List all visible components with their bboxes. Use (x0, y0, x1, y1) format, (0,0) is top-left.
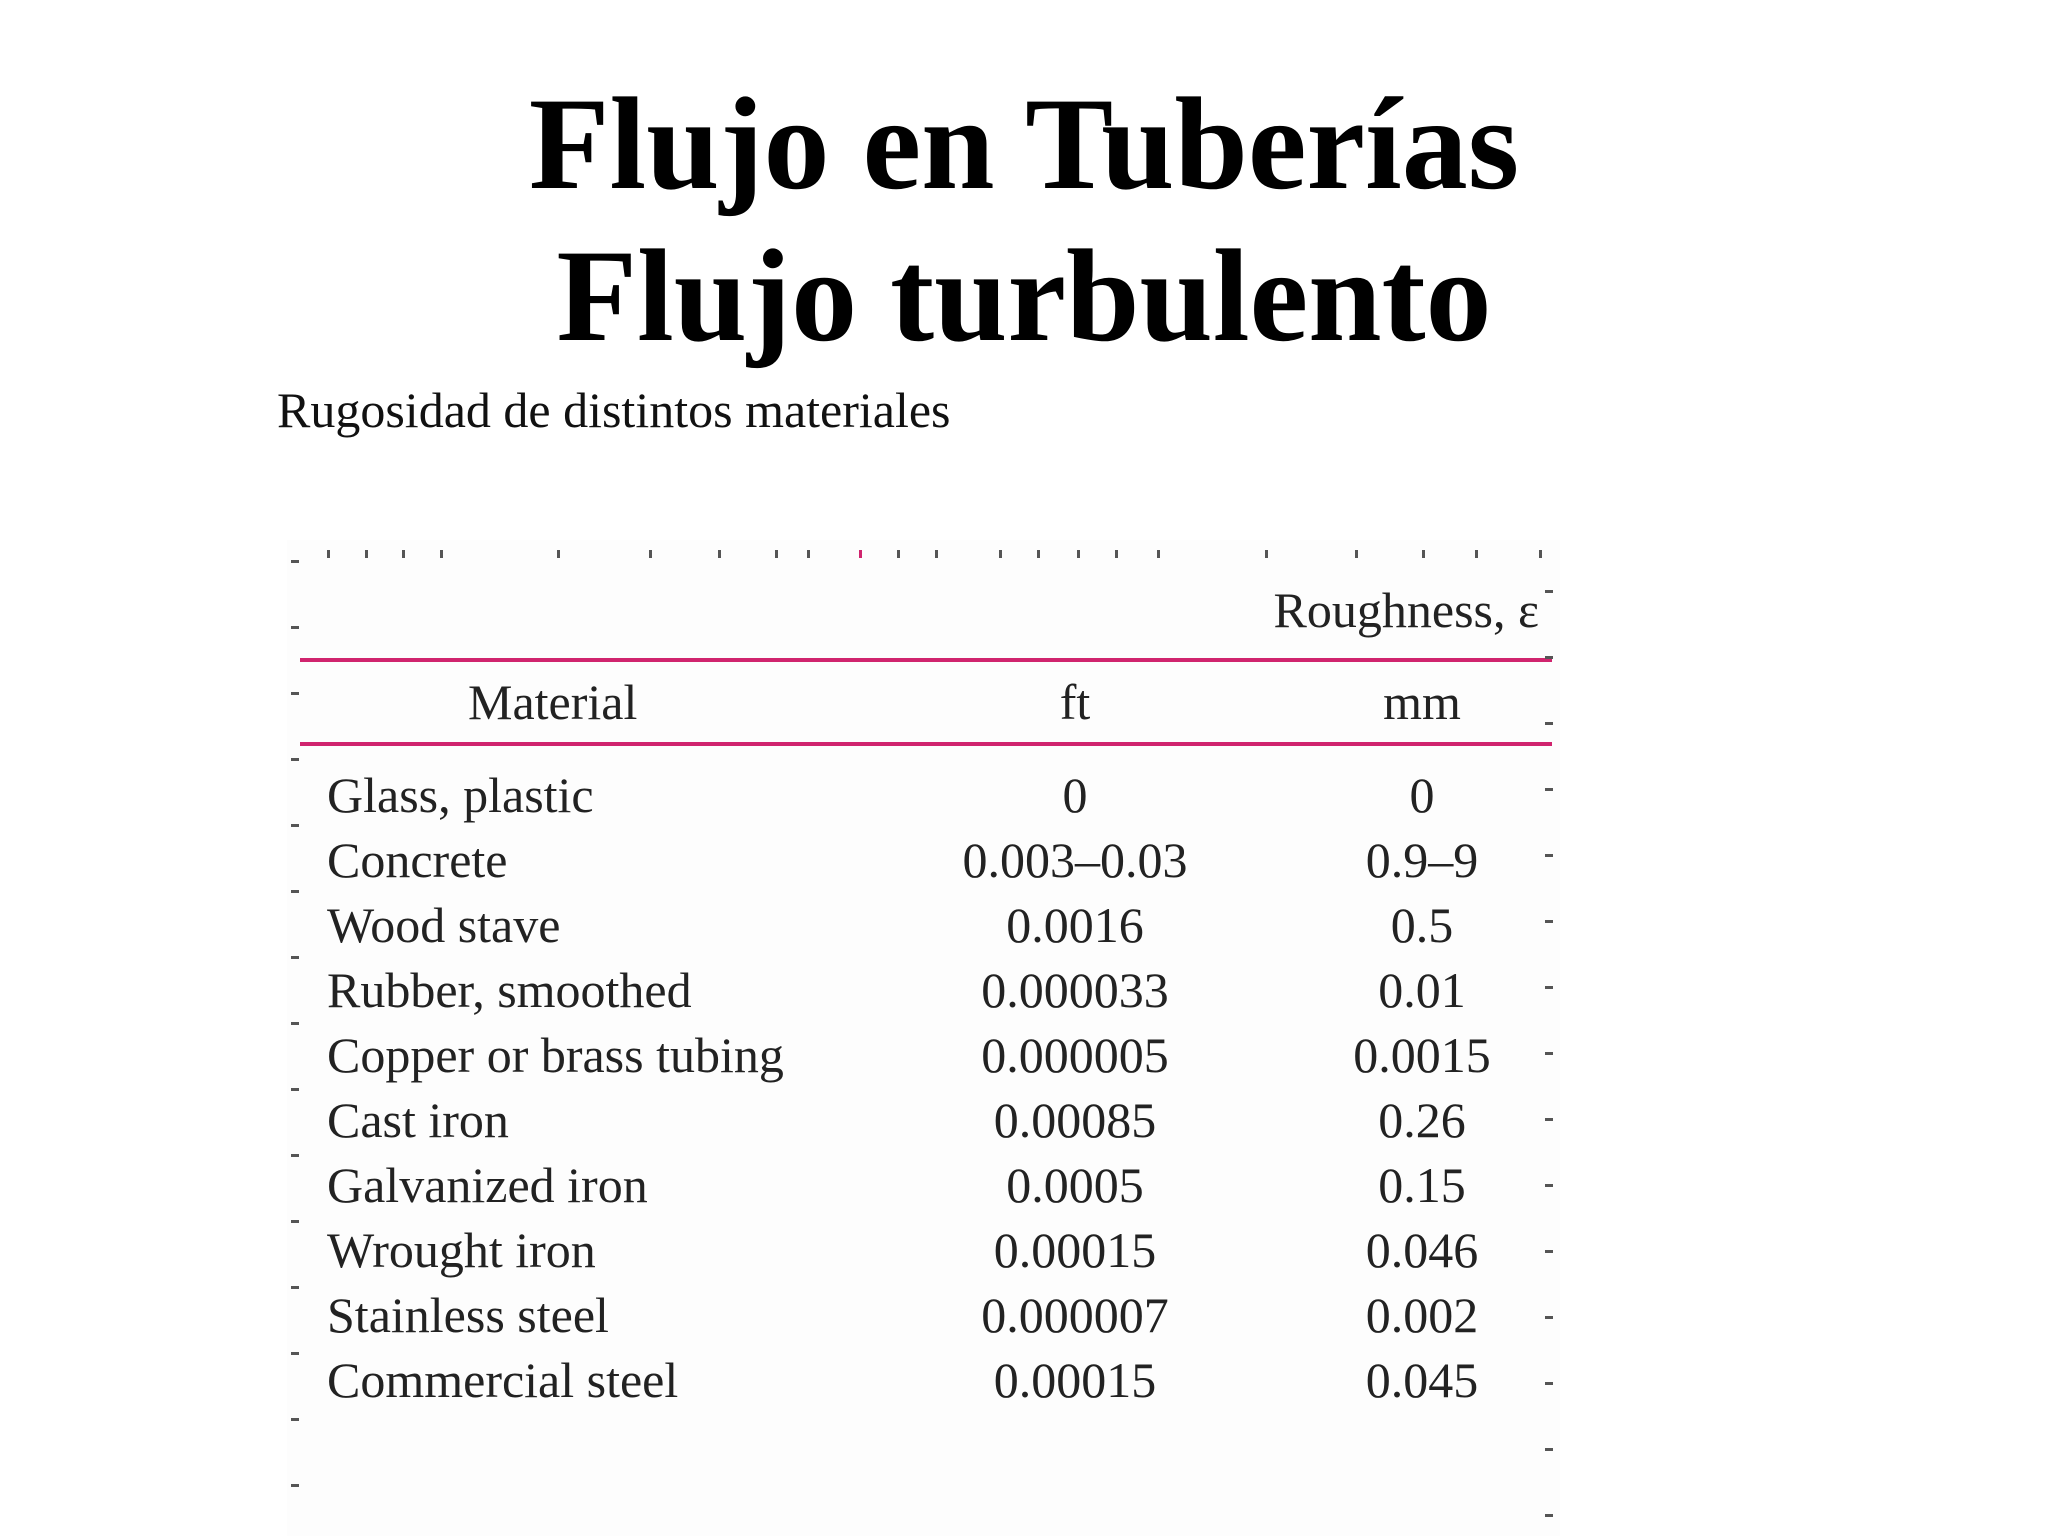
cell-material: Stainless steel (327, 1287, 609, 1343)
scan-edge-mark (1545, 1052, 1553, 1055)
cell-mm: 0 (1409, 767, 1435, 823)
cell-mm: 0.9–9 (1365, 832, 1479, 888)
scan-edge-mark (807, 550, 810, 558)
cell-ft: 0.000033 (981, 962, 1169, 1018)
cell-material: Concrete (327, 832, 508, 888)
scan-edge-mark (291, 758, 299, 761)
scan-edge-mark (1545, 788, 1553, 791)
cell-mm: 0.045 (1365, 1352, 1479, 1408)
cell-mm: 0.01 (1378, 962, 1466, 1018)
scan-edge-mark (999, 550, 1002, 558)
scan-edge-mark (1077, 550, 1080, 558)
scan-edge-mark (1115, 550, 1118, 558)
roughness-group-header: Roughness, ε (1273, 582, 1539, 638)
scan-edge-mark (291, 1022, 299, 1025)
cell-ft: 0.003–0.03 (962, 832, 1188, 888)
cell-ft: 0.00015 (993, 1222, 1157, 1278)
cell-ft: 0.0005 (1006, 1157, 1144, 1213)
scan-edge-mark (1539, 550, 1542, 558)
scan-edge-mark (291, 890, 299, 893)
cell-ft: 0.00015 (993, 1352, 1157, 1408)
cell-mm: 0.002 (1365, 1287, 1479, 1343)
scan-edge-mark (1545, 1184, 1553, 1187)
scan-edge-mark (1422, 550, 1425, 558)
cell-ft: 0 (1062, 767, 1088, 823)
scan-edge-mark (440, 550, 443, 558)
cell-ft: 0.0016 (1006, 897, 1144, 953)
scan-edge-mark (291, 1154, 299, 1157)
scan-edge-mark (1157, 550, 1160, 558)
cell-mm: 0.26 (1378, 1092, 1466, 1148)
scan-edge-mark (859, 550, 862, 558)
scan-edge-mark (1545, 1514, 1553, 1517)
scan-edge-mark (1545, 656, 1553, 659)
scan-edge-mark (1545, 1118, 1553, 1121)
header-bottom-rule (300, 742, 1552, 746)
scan-edge-mark (649, 550, 652, 558)
scan-edge-mark (775, 550, 778, 558)
cell-material: Glass, plastic (327, 767, 594, 823)
scan-edge-mark (1545, 1250, 1553, 1253)
scan-edge-mark (935, 550, 938, 558)
cell-mm: 0.15 (1378, 1157, 1466, 1213)
cell-material: Rubber, smoothed (327, 962, 692, 1018)
scan-edge-mark (291, 1484, 299, 1487)
column-header-material: Material (468, 674, 638, 730)
scan-edge-mark (1037, 550, 1040, 558)
header-top-rule (300, 658, 1552, 662)
scan-edge-mark (291, 626, 299, 629)
scan-edge-mark (291, 560, 299, 563)
subtitle: Rugosidad de distintos materiales (277, 382, 951, 438)
scan-edge-mark (291, 1220, 299, 1223)
scan-edge-mark (291, 692, 299, 695)
scan-edge-mark (897, 550, 900, 558)
scan-edge-mark (402, 550, 405, 558)
scan-edge-mark (1545, 1316, 1553, 1319)
cell-material: Galvanized iron (327, 1157, 648, 1213)
cell-material: Wood stave (327, 897, 561, 953)
cell-material: Copper or brass tubing (327, 1027, 784, 1083)
scan-edge-mark (1475, 550, 1478, 558)
scan-edge-mark (291, 1088, 299, 1091)
cell-mm: 0.5 (1390, 897, 1454, 953)
scan-edge-mark (291, 1286, 299, 1289)
roughness-table (287, 540, 1560, 1536)
cell-mm: 0.046 (1365, 1222, 1479, 1278)
scan-edge-mark (291, 1418, 299, 1421)
scan-edge-mark (1545, 986, 1553, 989)
scan-edge-mark (1545, 1448, 1553, 1451)
cell-ft: 0.00085 (993, 1092, 1157, 1148)
scan-edge-mark (1545, 854, 1553, 857)
title-line-1: Flujo en Tuberías (528, 70, 1520, 217)
scan-edge-mark (291, 824, 299, 827)
scan-edge-mark (291, 1352, 299, 1355)
cell-material: Wrought iron (327, 1222, 596, 1278)
cell-material: Commercial steel (327, 1352, 679, 1408)
slide-title (0, 68, 2048, 372)
column-header-mm: mm (1383, 674, 1461, 730)
scan-edge-mark (718, 550, 721, 558)
scan-edge-mark (1545, 920, 1553, 923)
scan-edge-mark (1545, 1382, 1553, 1385)
cell-ft: 0.000007 (981, 1287, 1169, 1343)
scan-edge-mark (291, 956, 299, 959)
scan-edge-mark (327, 550, 330, 558)
title-line-2: Flujo turbulento (556, 222, 1492, 369)
scan-edge-mark (557, 550, 560, 558)
scan-edge-mark (1355, 550, 1358, 558)
scan-edge-mark (365, 550, 368, 558)
cell-material: Cast iron (327, 1092, 509, 1148)
scan-edge-mark (1545, 722, 1553, 725)
cell-mm: 0.0015 (1353, 1027, 1491, 1083)
column-header-ft: ft (1059, 674, 1091, 730)
cell-ft: 0.000005 (981, 1027, 1169, 1083)
scan-edge-mark (1265, 550, 1268, 558)
scan-edge-mark (1545, 590, 1553, 593)
